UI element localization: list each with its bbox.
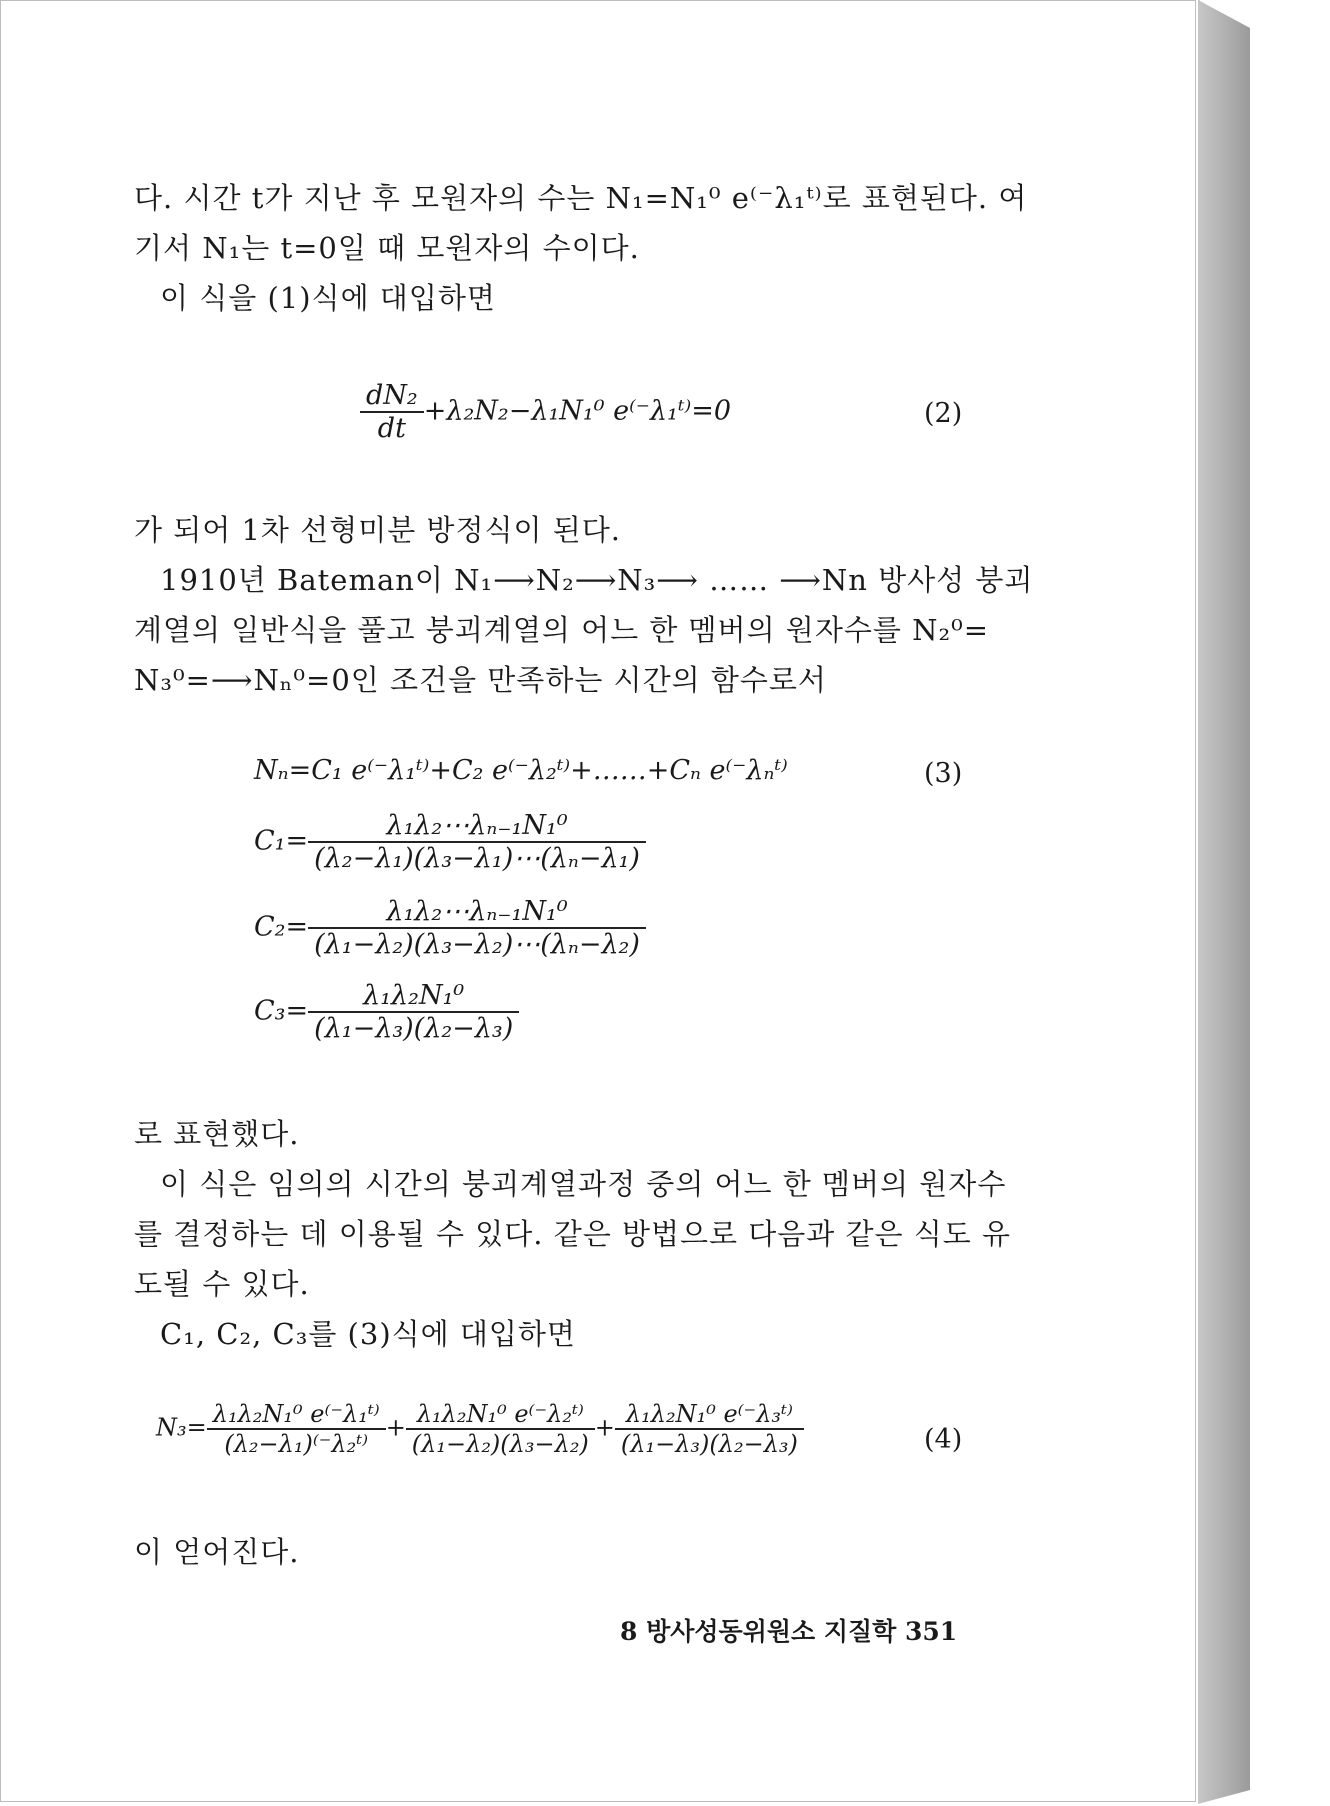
plus-sign: + <box>385 1413 406 1442</box>
fraction <box>308 896 646 960</box>
body-line: 이 식을 (1)식에 대입하면 <box>160 281 496 315</box>
plus-sign: + <box>594 1413 615 1442</box>
body-line: N₃⁰=⟶Nₙ⁰=0인 조건을 만족하는 시간의 함수로서 <box>134 663 827 697</box>
fraction-numerator: λ₁λ₂⋯λₙ₋₁N₁⁰ <box>308 896 646 929</box>
fraction <box>406 1400 595 1458</box>
fraction-numerator: λ₁λ₂N₁⁰ <box>308 980 519 1013</box>
fraction-denominator: dt <box>377 413 406 444</box>
body-line: 1910년 Bateman이 N₁⟶N₂⟶N₃⟶ …… ⟶Nn 방사성 붕괴 <box>160 563 1034 597</box>
fraction-denominator: (λ₂−λ₁)⁽⁻λ₂ᵗ⁾ <box>224 1430 369 1458</box>
fraction-numerator: λ₁λ₂N₁⁰ e⁽⁻λ₃ᵗ⁾ <box>615 1400 804 1430</box>
equation-number: (4) <box>924 1424 963 1455</box>
body-line: 기서 N₁는 t=0일 때 모원자의 수이다. <box>134 231 640 265</box>
fraction-numerator: dN₂ <box>360 380 424 413</box>
body-line: 다. 시간 t가 지난 후 모원자의 수는 N₁=N₁⁰ e⁽⁻λ₁ᵗ⁾로 표현된다. 여 <box>134 181 1028 215</box>
body-line: 이 얻어진다. <box>134 1535 300 1569</box>
c1-lhs: C₁= <box>254 825 309 857</box>
equation-2 <box>360 380 731 444</box>
equation-3: Nₙ=C₁ e⁽⁻λ₁ᵗ⁾+C₂ e⁽⁻λ₂ᵗ⁾+……+Cₙ e⁽⁻λₙᵗ⁾ <box>254 755 788 786</box>
fraction <box>308 980 519 1044</box>
body-line: 로 표현했다. <box>134 1117 300 1151</box>
body-line: 가 되어 1차 선형미분 방정식이 된다. <box>134 513 621 547</box>
fraction-denominator: (λ₁−λ₂)(λ₃−λ₂)⋯(λₙ−λ₂) <box>314 929 640 960</box>
fraction-denominator: (λ₁−λ₃)(λ₂−λ₃) <box>314 1013 514 1044</box>
equation-4 <box>156 1400 804 1458</box>
c3-lhs: C₃= <box>254 995 309 1027</box>
coefficient-c2 <box>254 896 646 960</box>
fraction-denominator: (λ₁−λ₃)(λ₂−λ₃) <box>620 1430 798 1458</box>
page-stack-edge <box>1198 0 1250 1804</box>
coefficient-c1 <box>254 810 646 874</box>
n3-lhs: N₃= <box>156 1413 207 1442</box>
equation-rest: +λ₂N₂−λ₁N₁⁰ e⁽⁻λ₁ᵗ⁾=0 <box>423 395 732 427</box>
equation-number: (3) <box>924 758 963 789</box>
body-line: 이 식은 임의의 시간의 붕괴계열과정 중의 어느 한 멤버의 원자수 <box>160 1167 1007 1201</box>
fraction <box>360 380 424 444</box>
fraction <box>615 1400 804 1458</box>
fraction-denominator: (λ₂−λ₁)(λ₃−λ₁)⋯(λₙ−λ₁) <box>314 843 640 874</box>
fraction-numerator: λ₁λ₂N₁⁰ e⁽⁻λ₂ᵗ⁾ <box>406 1400 595 1430</box>
fraction-numerator: λ₁λ₂N₁⁰ e⁽⁻λ₁ᵗ⁾ <box>207 1400 386 1430</box>
c2-lhs: C₂= <box>254 911 309 943</box>
fraction-numerator: λ₁λ₂⋯λₙ₋₁N₁⁰ <box>308 810 646 843</box>
coefficient-c3 <box>254 980 519 1044</box>
fraction-denominator: (λ₁−λ₂)(λ₃−λ₂) <box>411 1430 589 1458</box>
body-line: 계열의 일반식을 풀고 붕괴계열의 어느 한 멤버의 원자수를 N₂⁰= <box>134 613 990 647</box>
body-line: C₁, C₂, C₃를 (3)식에 대입하면 <box>160 1317 576 1351</box>
body-line: 도될 수 있다. <box>134 1267 310 1301</box>
body-line: 를 결정하는 데 이용될 수 있다. 같은 방법으로 다음과 같은 식도 유 <box>134 1217 1011 1251</box>
equation-number: (2) <box>924 398 963 429</box>
fraction <box>207 1400 386 1458</box>
page-footer: 8 방사성동위원소 지질학 351 <box>620 1617 958 1646</box>
fraction <box>308 810 646 874</box>
